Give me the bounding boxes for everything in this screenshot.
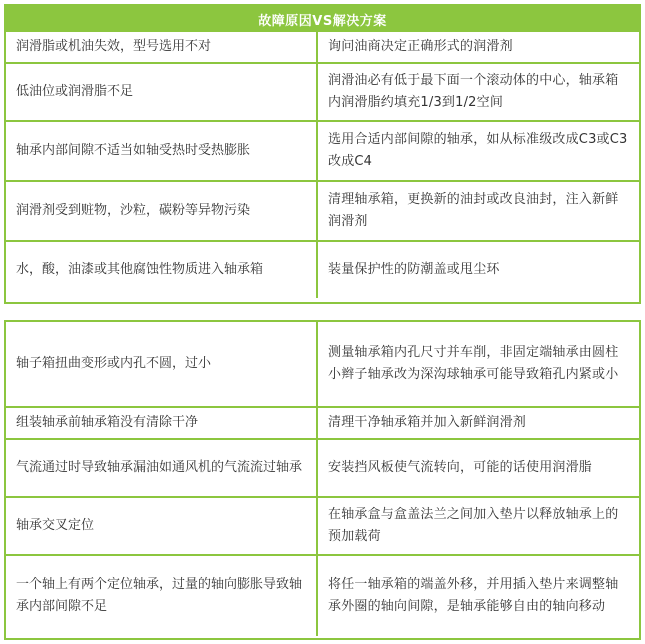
solution-text: 装量保护性的防潮盖或甩尘环 <box>328 262 500 277</box>
solution-cell <box>318 32 639 62</box>
solution-cell <box>318 408 639 438</box>
cause-cell <box>6 122 318 180</box>
solution-cell <box>318 242 639 298</box>
table-row <box>6 180 639 240</box>
solution-text: 安装挡风板使气流转向，可能的话使用润滑脂 <box>328 460 593 475</box>
cause-cell <box>6 440 318 496</box>
solution-text: 测量轴承箱内孔尺寸并车削，非固定端轴承由圆柱小辫子轴承改为深沟球轴承可能导致箱孔内紧或小 <box>328 345 619 382</box>
table-title: 故障原因VS解决方案 <box>6 6 639 32</box>
solution-cell <box>318 440 639 496</box>
table-row <box>6 32 639 62</box>
solution-text: 清理轴承箱，更换新的油封或改良油封，注入新鲜润滑剂 <box>328 192 619 229</box>
table-row <box>6 554 639 636</box>
cause-text: 润滑剂受到赃物，沙粒，碳粉等异物污染 <box>16 203 251 218</box>
table-row <box>6 406 639 438</box>
solution-cell <box>318 322 639 406</box>
solution-text: 清理干净轴承箱并加入新鲜润滑剂 <box>328 415 527 430</box>
cause-text: 轴承交叉定位 <box>16 518 95 533</box>
cause-cell <box>6 322 318 406</box>
cause-cell <box>6 32 318 62</box>
cause-text: 低油位或润滑脂不足 <box>16 84 134 99</box>
cause-text: 轴承内部间隙不适当如轴受热时受热膨胀 <box>16 143 251 158</box>
solution-text: 润滑油必有低于最下面一个滚动体的中心，轴承箱内润滑脂约填充1/3到1/2空间 <box>328 73 619 110</box>
cause-cell <box>6 556 318 636</box>
solution-cell <box>318 64 639 120</box>
table-row <box>6 322 639 406</box>
cause-text: 气流通过时导致轴承漏油如通风机的气流流过轴承 <box>16 460 303 475</box>
cause-cell <box>6 408 318 438</box>
fault-solution-table-2 <box>4 320 641 640</box>
cause-cell <box>6 182 318 240</box>
table-row <box>6 62 639 120</box>
solution-text: 在轴承盒与盒盖法兰之间加入垫片以释放轴承上的预加载荷 <box>328 507 619 544</box>
cause-text: 轴子箱扭曲变形或内孔不圆，过小 <box>16 356 212 371</box>
table-row <box>6 438 639 496</box>
cause-cell <box>6 242 318 298</box>
cause-text: 组装轴承前轴承箱没有清除干净 <box>16 415 199 430</box>
solution-cell <box>318 498 639 554</box>
cause-cell <box>6 498 318 554</box>
solution-cell <box>318 556 639 636</box>
solution-cell <box>318 182 639 240</box>
solution-text: 选用合适内部间隙的轴承，如从标准级改成C3或C3改成C4 <box>328 132 628 169</box>
cause-text: 润滑脂或机油失效，型号选用不对 <box>16 39 212 54</box>
cause-cell <box>6 64 318 120</box>
table-row <box>6 240 639 298</box>
solution-cell <box>318 122 639 180</box>
solution-text: 询问油商决定正确形式的润滑剂 <box>328 39 513 54</box>
cause-text: 水，酸，油漆或其他腐蚀性物质进入轴承箱 <box>16 262 264 277</box>
table-row <box>6 496 639 554</box>
fault-solution-table-1 <box>4 4 641 304</box>
table-row <box>6 120 639 180</box>
solution-text: 将任一轴承箱的端盖外移，并用插入垫片来调整轴承外圈的轴向间隙，是轴承能够自由的轴向移动 <box>328 577 619 614</box>
cause-text: 一个轴上有两个定位轴承，过量的轴向膨胀导致轴承内部间隙不足 <box>16 577 303 614</box>
